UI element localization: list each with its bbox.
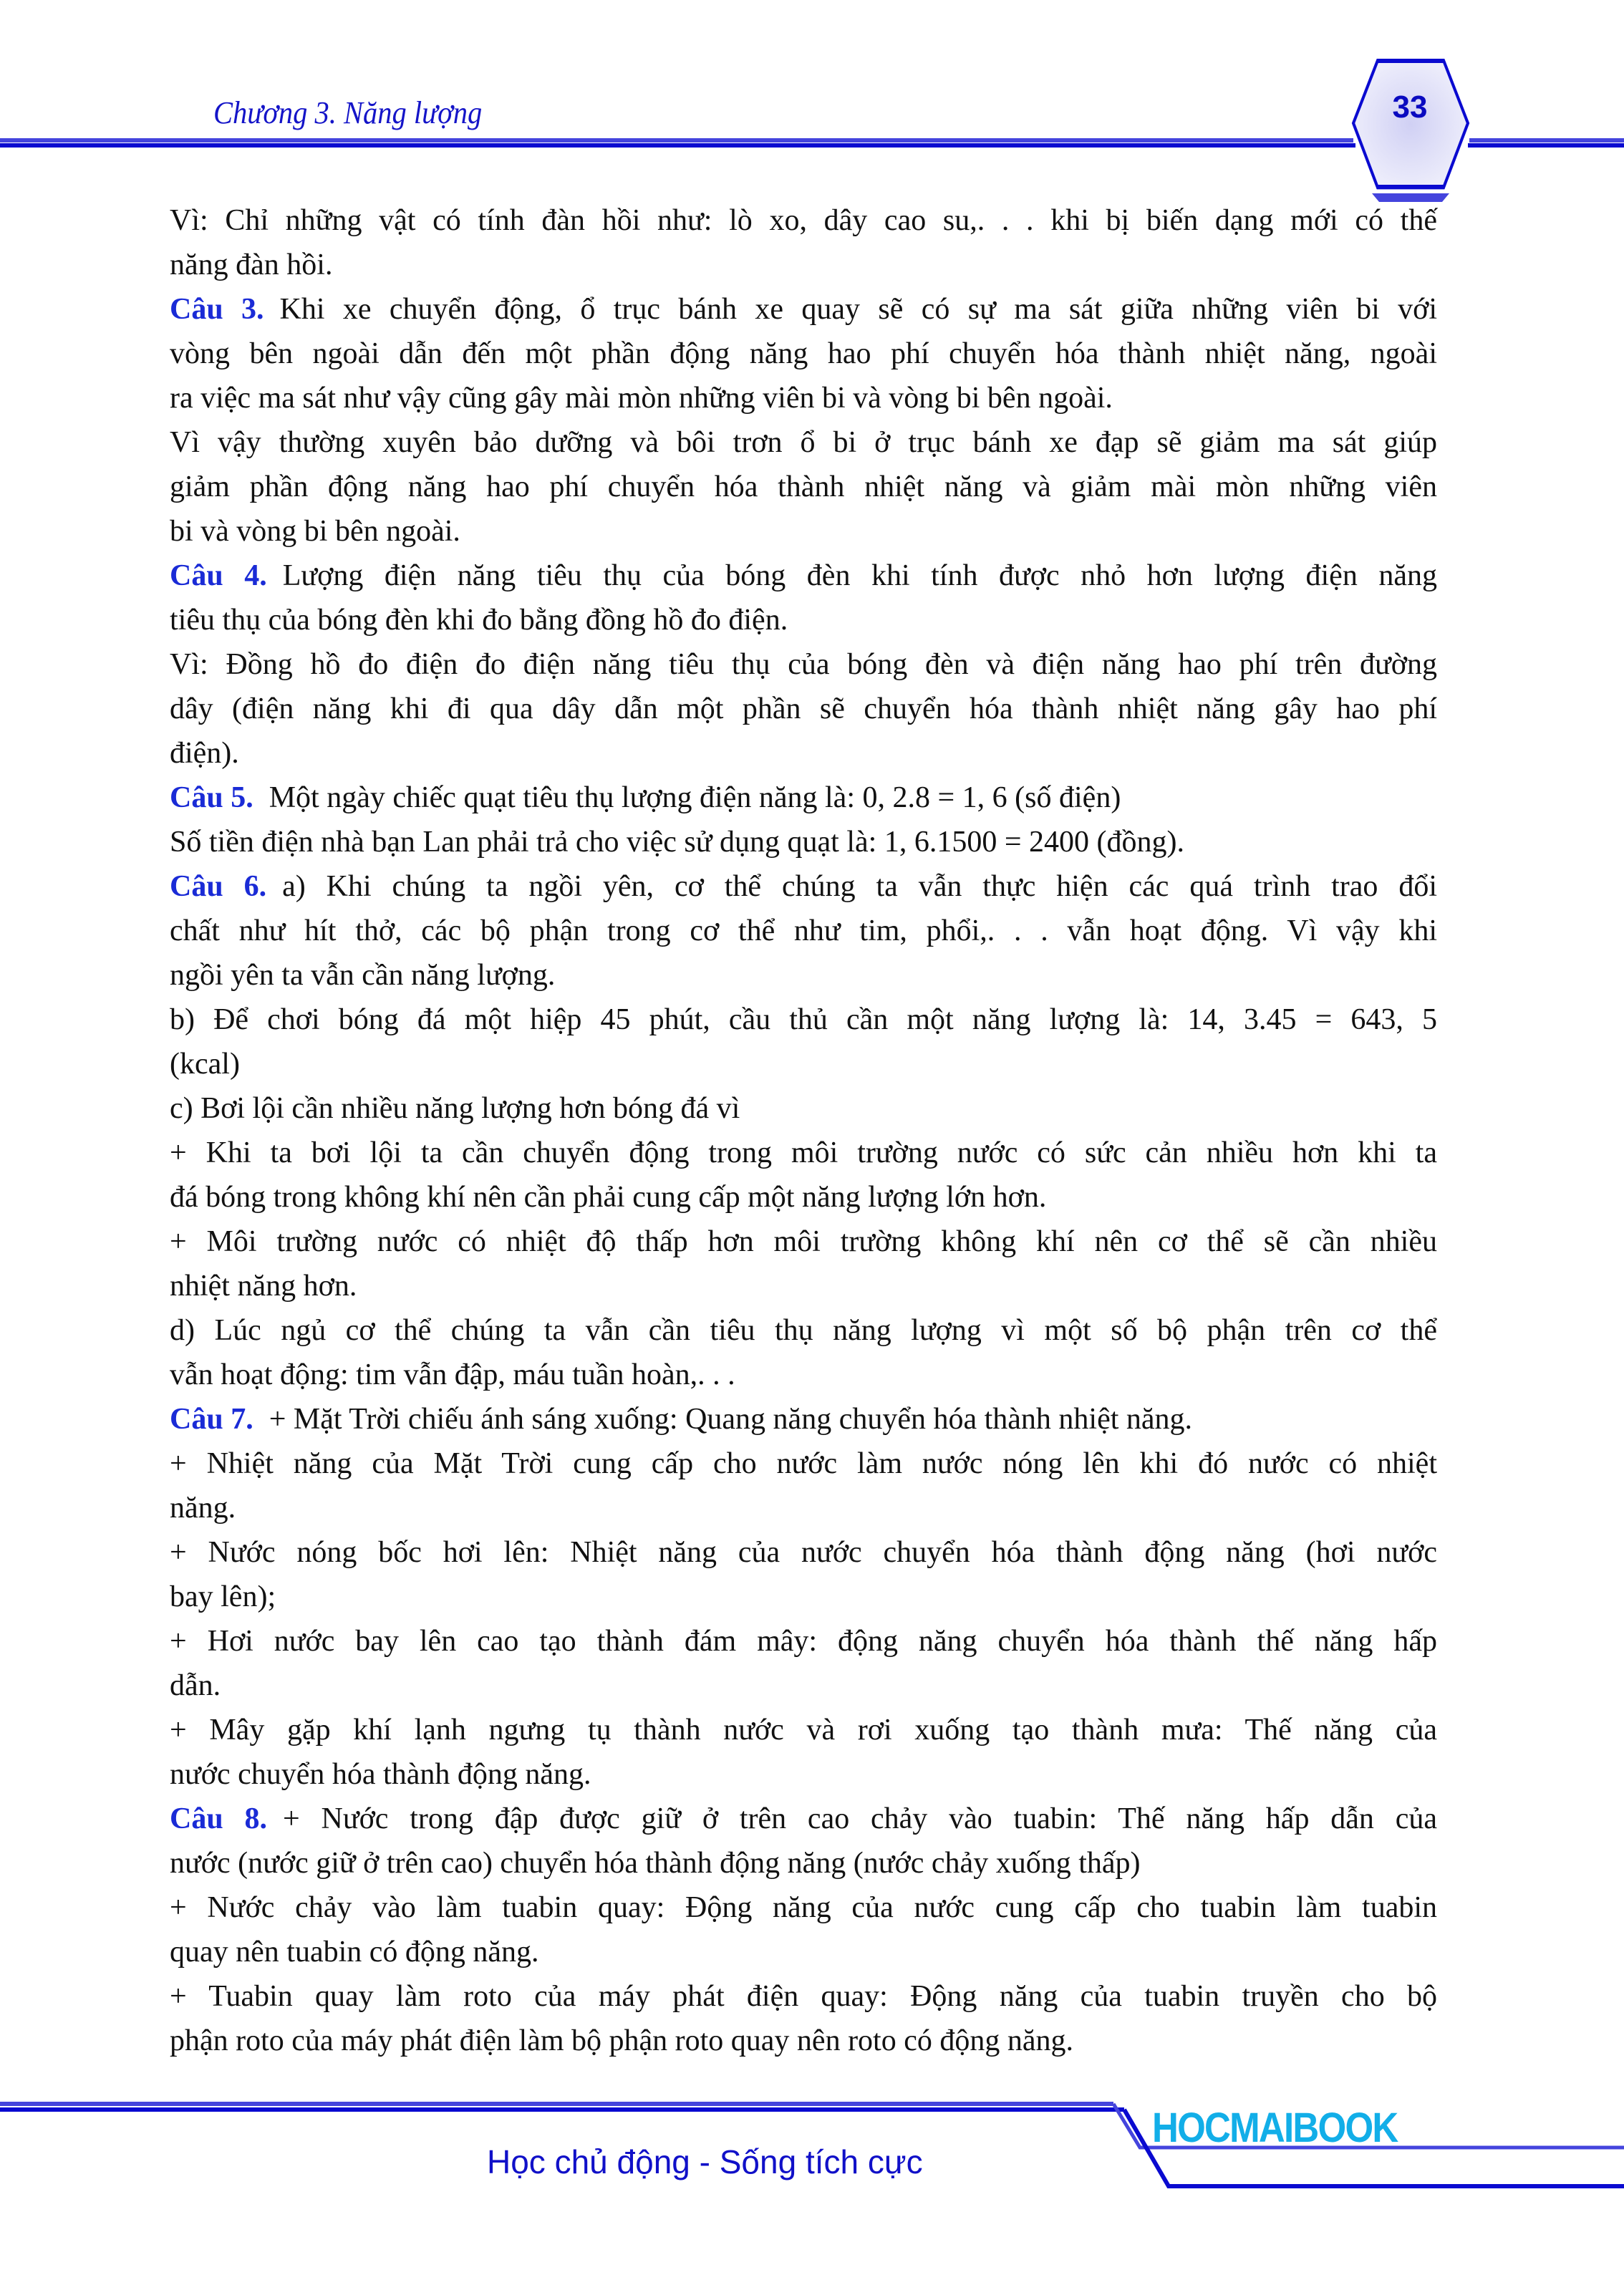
text-line — [170, 731, 1437, 776]
line-text: b) Để chơi bóng đá một hiệp 45 phút, cầu thủ cần một năng lượng là: 14, 3.45 = 643, 5 — [170, 1003, 1437, 1036]
text-line — [170, 1397, 1437, 1441]
line-text: điện). — [170, 737, 239, 770]
line-text: + Tuabin quay làm roto của máy phát điện quay: Động năng của tuabin truyền cho bộ — [170, 1980, 1437, 2013]
text-line — [170, 1974, 1437, 2019]
line-text: ngồi yên ta vẫn cần năng lượng. — [170, 959, 556, 992]
text-line — [170, 909, 1437, 953]
text-line — [170, 642, 1437, 687]
text-line — [170, 420, 1437, 465]
text-line — [170, 198, 1437, 243]
line-text: Vì: Chỉ những vật có tính đàn hồi như: lò xo, dây cao su,. . . khi bị biến dạng mới có thế — [170, 204, 1437, 237]
text-line — [170, 1575, 1437, 1619]
header-rule-top-right — [1469, 138, 1624, 143]
line-text: chất như hít thở, các bộ phận trong cơ thể như tim, phổi,. . . vẫn hoạt động. Vì vậy khi — [170, 914, 1437, 947]
text-line — [170, 1797, 1437, 1841]
line-text: + Môi trường nước có nhiệt độ thấp hơn môi trường không khí nên cơ thể sẽ cần nhiều — [170, 1225, 1437, 1258]
line-text: nước chuyển hóa thành động năng. — [170, 1758, 591, 1791]
line-text: + Nước trong đập được giữ ở trên cao chảy vào tuabin: Thế năng hấp dẫn của — [283, 1802, 1437, 1835]
line-text: d) Lúc ngủ cơ thể chúng ta vẫn cần tiêu thụ năng lượng vì một số bộ phận trên cơ thể — [170, 1314, 1437, 1347]
line-text: + Nước chảy vào làm tuabin quay: Động năng của nước cung cấp cho tuabin làm tuabin — [170, 1891, 1437, 1924]
text-line — [170, 1219, 1437, 1264]
line-text: (kcal) — [170, 1048, 240, 1081]
text-line — [170, 1175, 1437, 1219]
line-text: quay nên tuabin có động năng. — [170, 1936, 539, 1969]
line-text: phận roto của máy phát điện làm bộ phận roto quay nên roto có động năng. — [170, 2024, 1074, 2057]
text-line — [170, 1708, 1437, 1752]
line-text: năng đàn hồi. — [170, 248, 333, 281]
footer-tagline: Học chủ động - Sống tích cực — [487, 2143, 923, 2180]
line-text: tiêu thụ của bóng đèn khi đo bằng đồng hồ đo điện. — [170, 604, 788, 637]
line-text: + Mây gặp khí lạnh ngưng tụ thành nước và rơi xuống tạo thành mưa: Thế năng của — [170, 1714, 1437, 1747]
line-text: Khi xe chuyển động, ổ trục bánh xe quay sẽ có sự ma sát giữa những viên bi với — [279, 293, 1437, 326]
text-line — [170, 1353, 1437, 1397]
question-label: Câu 8. — [170, 1802, 267, 1835]
line-text: năng. — [170, 1492, 236, 1525]
line-text: + Khi ta bơi lội ta cần chuyển động trong môi trường nước có sức cản nhiều hơn khi ta — [170, 1136, 1437, 1169]
question-label: Câu 6. — [170, 870, 267, 903]
line-text: + Mặt Trời chiếu ánh sáng xuống: Quang năng chuyển hóa thành nhiệt năng. — [269, 1403, 1193, 1436]
text-line — [170, 1042, 1437, 1086]
header-rule-bottom — [0, 143, 1355, 148]
chapter-title: Chương 3. Năng lượng — [213, 95, 483, 130]
line-text: ra việc ma sát như vậy cũng gây mài mòn những viên bi và vòng bi bên ngoài. — [170, 382, 1113, 415]
text-line — [170, 598, 1437, 642]
line-text: Một ngày chiếc quạt tiêu thụ lượng điện năng là: 0, 2.8 = 1, 6 (số điện) — [269, 781, 1121, 814]
header-rule-bottom-right — [1468, 143, 1624, 148]
line-text: Vì vậy thường xuyên bảo dưỡng và bôi trơn ổ bi ở trục bánh xe đạp sẽ giảm ma sát giúp — [170, 426, 1437, 459]
line-text: dẫn. — [170, 1669, 221, 1702]
question-label: Câu 3. — [170, 293, 264, 326]
text-line — [170, 1752, 1437, 1797]
question-label: Câu 7. — [170, 1403, 253, 1436]
text-line — [170, 687, 1437, 731]
text-line — [170, 1264, 1437, 1308]
page-number-hexagon — [1346, 59, 1475, 209]
line-text: nước (nước giữ ở trên cao) chuyển hóa thành động năng (nước chảy xuống thấp) — [170, 1847, 1141, 1880]
text-line — [170, 465, 1437, 509]
question-label: Câu 5. — [170, 781, 253, 814]
text-line — [170, 2019, 1437, 2063]
line-text: a) Khi chúng ta ngồi yên, cơ thể chúng ta vẫn thực hiện các quá trình trao đổi — [282, 870, 1437, 903]
text-line — [170, 1663, 1437, 1708]
line-text: Lượng điện năng tiêu thụ của bóng đèn khi tính được nhỏ hơn lượng điện năng — [282, 559, 1437, 592]
line-text: bi và vòng bi bên ngoài. — [170, 515, 460, 548]
line-text: Số tiền điện nhà bạn Lan phải trả cho việc sử dụng quạt là: 1, 6.1500 = 2400 (đồng). — [170, 826, 1184, 859]
text-line — [170, 953, 1437, 998]
text-line — [170, 243, 1437, 287]
line-text: + Nước nóng bốc hơi lên: Nhiệt năng của nước chuyển hóa thành động năng (hơi nước — [170, 1536, 1437, 1569]
hocmaibook-logo: HOCMAIBOOK — [1152, 2105, 1398, 2151]
text-line — [170, 1530, 1437, 1575]
line-text: Vì: Đồng hồ đo điện đo điện năng tiêu thụ của bóng đèn và điện năng hao phí trên đường — [170, 648, 1437, 681]
text-line — [170, 776, 1437, 820]
line-text: dây (điện năng khi đi qua dây dẫn một phần sẽ chuyển hóa thành nhiệt năng gây hao phí — [170, 692, 1437, 725]
line-text: c) Bơi lội cần nhiều năng lượng hơn bóng đá vì — [170, 1092, 740, 1125]
text-line — [170, 1086, 1437, 1131]
page-number: 33 — [1392, 90, 1428, 125]
answer-text — [170, 198, 1437, 2063]
text-line — [170, 509, 1437, 554]
text-line — [170, 1930, 1437, 1974]
question-label: Câu 4. — [170, 559, 267, 592]
line-text: + Nhiệt năng của Mặt Trời cung cấp cho nước làm nước nóng lên khi đó nước có nhiệt — [170, 1447, 1437, 1480]
text-line — [170, 998, 1437, 1042]
text-line — [170, 287, 1437, 332]
text-line — [170, 1486, 1437, 1530]
line-text: vòng bên ngoài dẫn đến một phần động năng hao phí chuyển hóa thành nhiệt năng, ngoài — [170, 337, 1437, 370]
line-text: nhiệt năng hơn. — [170, 1270, 357, 1303]
line-text: đá bóng trong không khí nên cần phải cung cấp một năng lượng lớn hơn. — [170, 1181, 1047, 1214]
line-text: vẫn hoạt động: tim vẫn đập, máu tuần hoàn,. . . — [170, 1358, 735, 1391]
text-line — [170, 864, 1437, 909]
text-line — [170, 1441, 1437, 1486]
text-line — [170, 376, 1437, 420]
text-line — [170, 1131, 1437, 1175]
header-rule-top — [0, 138, 1353, 143]
line-text: + Hơi nước bay lên cao tạo thành đám mây: động năng chuyển hóa thành thế năng hấp — [170, 1625, 1437, 1658]
text-line — [170, 1619, 1437, 1663]
line-text: bay lên); — [170, 1580, 276, 1613]
text-line — [170, 1885, 1437, 1930]
text-line — [170, 1841, 1437, 1885]
text-line — [170, 1308, 1437, 1353]
text-line — [170, 820, 1437, 864]
text-line — [170, 332, 1437, 376]
text-line — [170, 554, 1437, 598]
line-text: giảm phần động năng hao phí chuyển hóa thành nhiệt năng và giảm mài mòn những viên — [170, 470, 1437, 503]
